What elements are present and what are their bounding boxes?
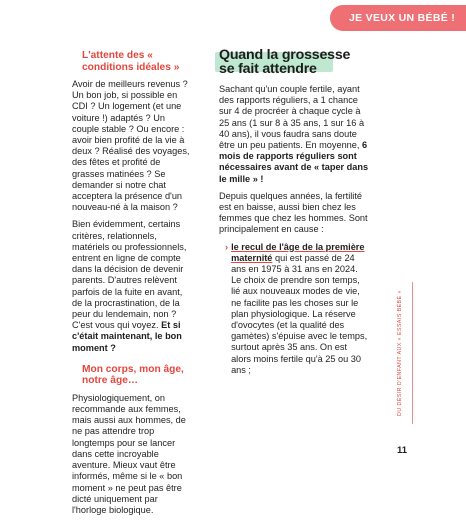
left-column xyxy=(72,50,194,522)
page-title: Quand la grossesse se fait attendre xyxy=(219,47,351,77)
paragraph-physiology: Physiologiquement, on recommande aux femmes, mais aussi aux hommes, de ne pas attendre trop longtemps pour se lancer dans cette incroyable aventure. Mieux vaut être informés, même si le « bon moment » ne peut pas être dicté uniquement par l'horloge biologique. xyxy=(72,392,186,515)
paragraph-conditions: Avoir de meilleurs revenus ? Un bon job, si possible en CDI ? Un logement (et une voiture !) adaptés ? Un couple stable ? Ou encore : avoir bien profité de la vie à deux ? Réalisé des voyages, des fêtes et profité de grasses matinées ? Se demander si notre chat acceptera la présence d'un nouveau-né à la maison ? xyxy=(72,79,190,213)
title-block xyxy=(219,48,369,76)
paragraph-criteria-text: Bien évidemment, certains critères, relationnels, matériels ou professionnels, entrent en ligne de compte dans la décision de devenir parents. D'autres relèvent parfois de la fuite en avant, de la procrastination, de la peur du lendemain, non ? C'est vous qui voyez. xyxy=(72,219,187,331)
paragraph-fertility-odds xyxy=(219,84,369,185)
section-heading-body-age: Mon corps, mon âge, notre âge… xyxy=(82,363,184,387)
right-column xyxy=(219,48,369,376)
paragraph-fertility-decline: Depuis quelques années, la fertilité est en baisse, aussi bien chez les femmes que chez les hommes. Sont principalement en cause : xyxy=(219,190,368,235)
paragraph-fertility-odds-bold: 6 mois de rapports réguliers sont nécessaires avant de « taper dans le mille » ! xyxy=(219,140,369,184)
page-number: 11 xyxy=(397,445,408,456)
list-item-body: qui est passé de 24 ans en 1975 à 31 ans en 2024. Le choix de prendre son temps, lié aux nouveaux modes de vie, ne facilite pas les choses sur le plan physiologique. La réserve d'ovocytes (et la qualité des gamètes) s'épuise avec le temps, surtout après 35 ans. On est alors moins fertile qu'à 25 ou 30 ans ; xyxy=(231,252,368,375)
bullet-icon: › xyxy=(225,241,229,252)
list-item xyxy=(225,242,369,376)
list-item-bold: le recul de l'âge de la première maternité xyxy=(231,241,365,263)
section-heading-conditions: L'attente des « conditions idéales » xyxy=(82,50,180,73)
sidebar-rule xyxy=(412,282,413,424)
sidebar-label-container xyxy=(393,282,407,424)
paragraph-criteria-bold: Et si c'était maintenant, le bon moment ? xyxy=(72,320,182,353)
sidebar-label: DU DÉSIR D'ENFANT AUX « ESSAIS BÉBÉ » xyxy=(397,290,403,416)
paragraph-criteria xyxy=(72,219,194,353)
paragraph-fertility-odds-text: Sachant qu'un couple fertile, ayant des rapports réguliers, a 1 chance sur 4 de procréer à chaque cycle à 25 ans (1 sur 8 à 35 ans, 1 sur 16 à 40 ans), il vous faudra sans doute être un peu patients. En moyenne, xyxy=(219,84,365,151)
chapter-tab-label: JE VEUX UN BÉBÉ ! xyxy=(349,12,456,24)
chapter-tab xyxy=(330,5,466,31)
list-item-text xyxy=(231,242,369,376)
